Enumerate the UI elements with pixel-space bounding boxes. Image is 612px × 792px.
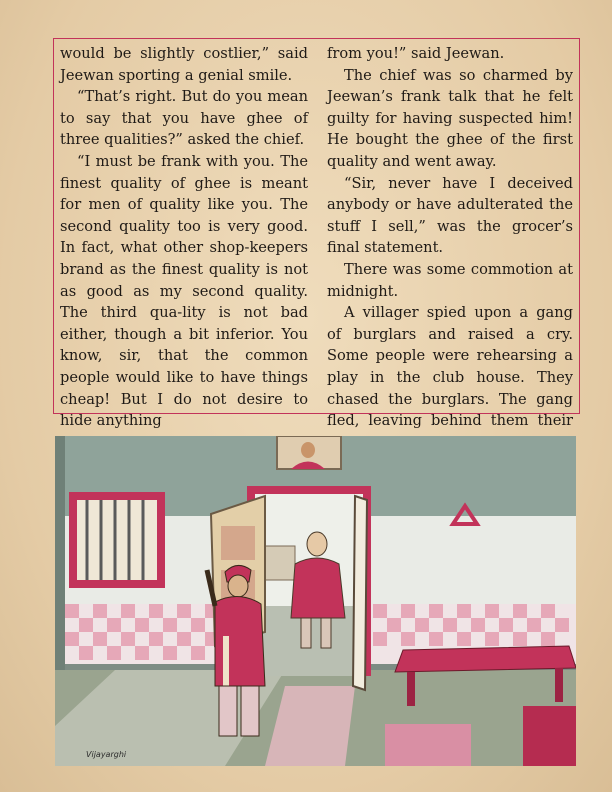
paragraph: “That’s right. But do you mean to say that you have ghee of three qualities?” asked the chief. <box>60 88 308 149</box>
story-illustration <box>55 436 576 766</box>
paragraph: “Sir, never have I deceived anybody or have adulterated the stuff I sell,” was the grocer’s final statement. <box>327 174 573 257</box>
paragraph: There was some commotion at midnight. <box>327 260 573 300</box>
paragraph: would be slightly costlier,” said Jeewan sporting a genial smile. <box>60 45 308 84</box>
framed-portrait <box>277 436 341 469</box>
story-text-frame <box>53 38 580 430</box>
illustration-scene <box>55 436 576 766</box>
paragraph: A villager spied upon a gang of burglars and raised a cry. Some people were rehearsing a play in the club house. They chased the burglars. The gang fled, leaving behind them their <box>327 304 573 430</box>
artist-signature: Vijayarghi <box>86 750 127 759</box>
stool <box>523 706 576 766</box>
text-column-left <box>60 43 308 432</box>
floor-mat <box>385 724 471 766</box>
paragraph: The chief was so charmed by Jeewan’s frank talk that he felt guilty for having suspected him! He bought the ghee of the first quality and went away. <box>327 66 573 170</box>
paragraph: from you!” said Jeewan. <box>327 45 505 62</box>
paragraph: “I must be frank with you. The finest quality of ghee is meant for men of quality like you. The second quality too is very good. In fact, what other shop-keepers brand as the finest quality is not as good as my second quality. The third qua-lity is not bad either, though a bit inferior. You know, sir, that the common people would like to have things cheap! But I do not desire to hide anything <box>60 152 308 430</box>
text-column-right <box>327 43 573 453</box>
barred-window <box>69 492 165 588</box>
door-leaf <box>353 496 367 690</box>
